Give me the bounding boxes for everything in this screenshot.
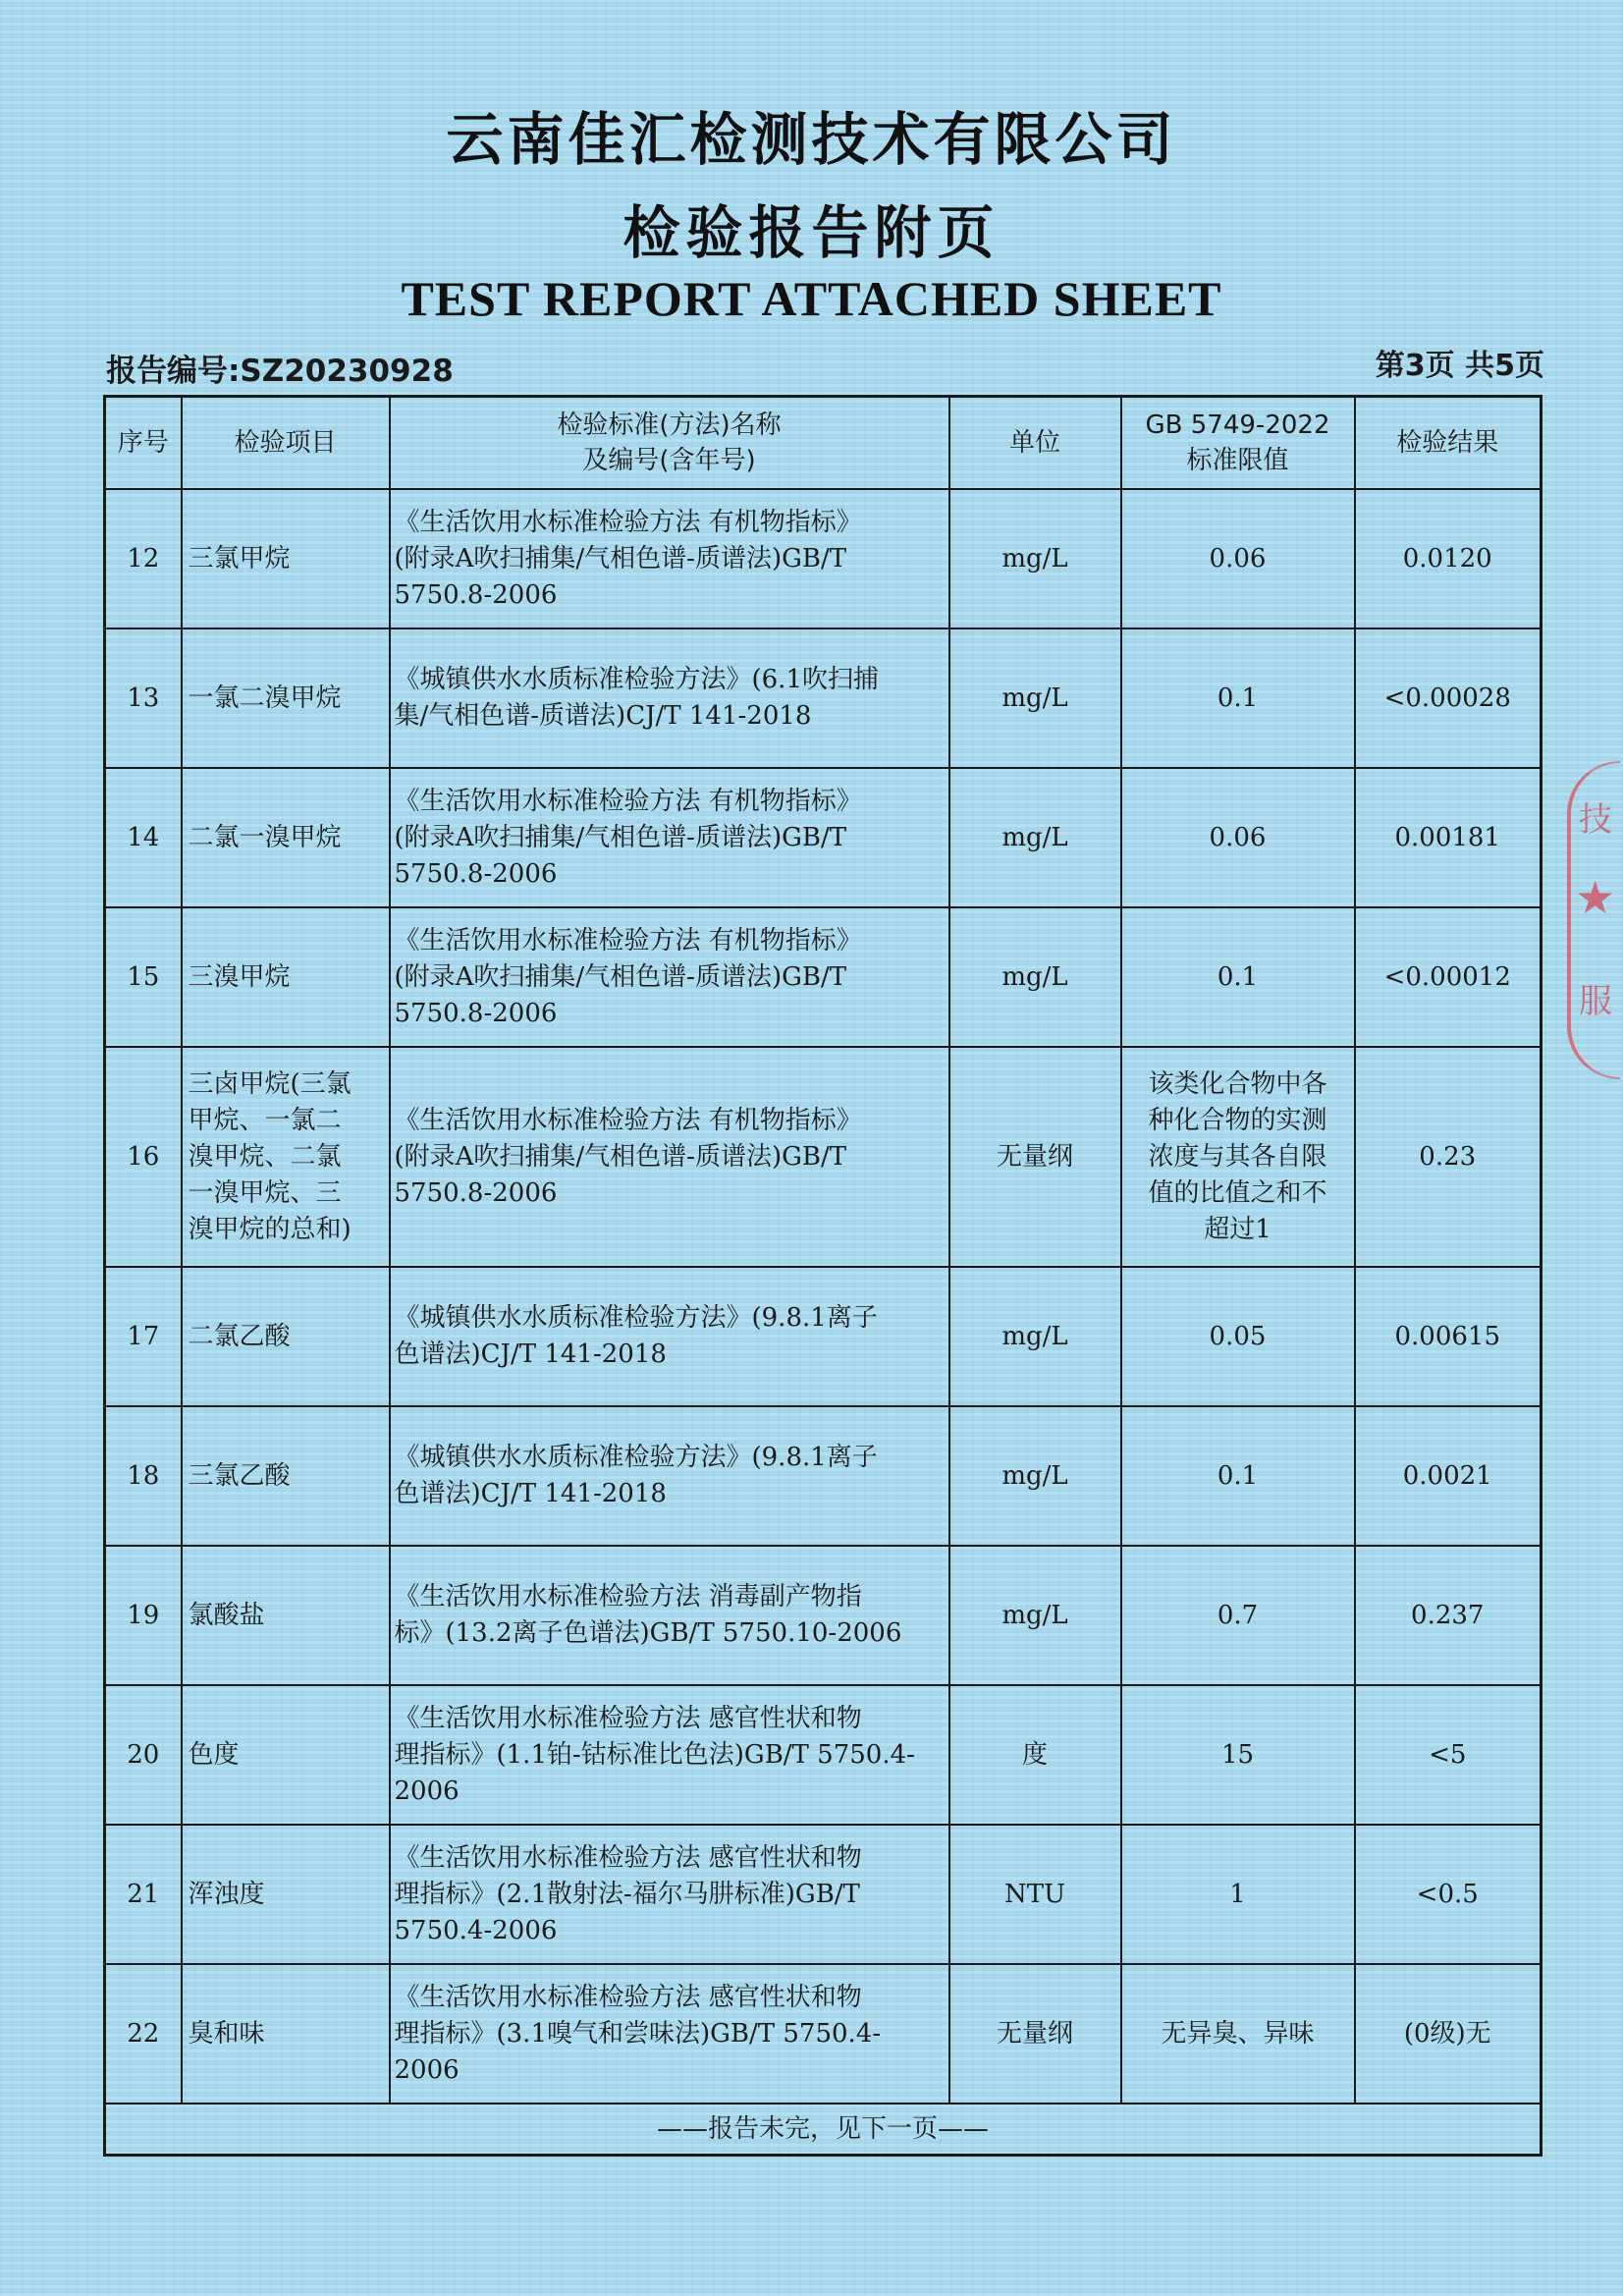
continuation-note: ——报告未完，见下一页—— — [105, 2104, 1542, 2156]
test-method — [390, 629, 949, 768]
test-result: <0.00012 — [1355, 907, 1542, 1047]
standard-limit-line: 15 — [1220, 1739, 1255, 1770]
table-row — [105, 1267, 1542, 1406]
header-label: GB 5749-2022 — [1145, 410, 1330, 440]
header-seq — [105, 397, 182, 490]
row-number: 14 — [105, 768, 182, 907]
test-item-line: 浑浊度 — [188, 1879, 265, 1909]
standard-limit — [1121, 1685, 1355, 1825]
table-row — [105, 1406, 1542, 1546]
test-item-line: 三卤甲烷(三氯 — [188, 1068, 352, 1099]
test-method-line: (附录A吹扫捕集/气相色谱-质谱法)GB/T — [394, 1141, 847, 1172]
standard-limit — [1121, 1406, 1355, 1546]
test-result: (0级)无 — [1355, 1964, 1542, 2104]
table-row — [105, 1047, 1542, 1267]
seal-char: 技 — [1579, 800, 1612, 840]
test-result: <0.5 — [1355, 1825, 1542, 1964]
test-result: 0.00615 — [1355, 1267, 1542, 1406]
test-method-line: 理指标》(1.1铂-钴标准比色法)GB/T 5750.4- — [394, 1739, 915, 1770]
header-label: 及编号(含年号) — [582, 446, 756, 475]
test-item-line: 一氯二溴甲烷 — [188, 683, 342, 713]
test-method-line: 《生活饮用水标准检验方法 感官性状和物 — [394, 1982, 862, 2012]
row-number: 21 — [105, 1825, 182, 1964]
standard-limit — [1121, 1964, 1355, 2104]
sheet-title: 检验报告附页 — [622, 199, 1001, 266]
test-result: <0.00028 — [1355, 629, 1542, 768]
test-method-line: 2006 — [394, 2054, 460, 2085]
table-row — [105, 1685, 1542, 1825]
table-row — [105, 489, 1542, 629]
unit: 无量纲 — [949, 1964, 1121, 2104]
test-method-line: 5750.8-2006 — [394, 998, 558, 1028]
test-method — [390, 1406, 949, 1546]
test-item — [182, 629, 390, 768]
test-item-line: 色度 — [188, 1739, 240, 1770]
test-method — [390, 1685, 949, 1825]
unit: NTU — [949, 1825, 1121, 1964]
test-result: 0.0120 — [1355, 489, 1542, 629]
table-row — [105, 629, 1542, 768]
test-results-table — [103, 395, 1542, 2157]
header-result — [1355, 397, 1542, 490]
report-number: 报告编号:SZ20230928 — [106, 354, 454, 389]
table-body — [105, 489, 1542, 2104]
test-method-line: (附录A吹扫捕集/气相色谱-质谱法)GB/T — [394, 822, 847, 852]
test-result: 0.00181 — [1355, 768, 1542, 907]
seal-star-icon: ★ — [1575, 871, 1616, 924]
table-header-row — [105, 397, 1542, 490]
test-item-line: 三氯甲烷 — [188, 543, 291, 574]
standard-limit-line: 0.05 — [1209, 1321, 1267, 1351]
test-item — [182, 489, 390, 629]
test-item — [182, 1964, 390, 2104]
standard-limit — [1121, 768, 1355, 907]
test-item — [182, 1406, 390, 1546]
row-number: 20 — [105, 1685, 182, 1825]
header-limit — [1121, 397, 1355, 490]
test-result: <5 — [1355, 1685, 1542, 1825]
red-seal-stamp — [1567, 761, 1620, 1079]
test-item-line: 甲烷、一氯二 — [188, 1105, 342, 1135]
test-method-line: (附录A吹扫捕集/气相色谱-质谱法)GB/T — [394, 543, 847, 574]
test-item-line: 三氯乙酸 — [188, 1460, 291, 1491]
table-row — [105, 907, 1542, 1047]
header-label: 单位 — [1008, 428, 1060, 458]
test-method — [390, 907, 949, 1047]
header-method — [390, 397, 949, 490]
seal-char: 服 — [1579, 982, 1612, 1021]
standard-limit-line: 0.1 — [1217, 961, 1259, 992]
standard-limit-line: 种化合物的实测 — [1148, 1105, 1327, 1135]
test-item — [182, 1685, 390, 1825]
header-label: 标准限值 — [1186, 446, 1289, 475]
standard-limit-line: 0.1 — [1217, 683, 1259, 713]
test-item-line: 二氯乙酸 — [188, 1321, 291, 1351]
unit: mg/L — [949, 1546, 1121, 1685]
standard-limit-line: 值的比值之和不 — [1148, 1177, 1327, 1208]
unit: mg/L — [949, 1267, 1121, 1406]
test-method-line: 5750.8-2006 — [394, 858, 558, 889]
unit: mg/L — [949, 907, 1121, 1047]
test-item — [182, 1267, 390, 1406]
test-method-line: 《生活饮用水标准检验方法 有机物指标》 — [394, 1105, 862, 1135]
test-method — [390, 1047, 949, 1267]
test-method-line: 色谱法)CJ/T 141-2018 — [394, 1339, 667, 1369]
standard-limit-line: 无异臭、异味 — [1161, 2018, 1315, 2049]
test-method-line: 《城镇供水水质标准检验方法》(9.8.1离子 — [394, 1303, 878, 1333]
row-number: 18 — [105, 1406, 182, 1546]
test-method-line: 集/气相色谱-质谱法)CJ/T 141-2018 — [394, 701, 812, 731]
test-method-line: (附录A吹扫捕集/气相色谱-质谱法)GB/T — [394, 961, 847, 992]
test-result: 0.237 — [1355, 1546, 1542, 1685]
table-row — [105, 1546, 1542, 1685]
test-method-line: 《生活饮用水标准检验方法 感官性状和物 — [394, 1842, 862, 1873]
row-number: 12 — [105, 489, 182, 629]
unit: mg/L — [949, 1406, 1121, 1546]
header-label: 检验项目 — [234, 428, 337, 458]
test-method-line: 《生活饮用水标准检验方法 有机物指标》 — [394, 925, 862, 956]
row-number: 13 — [105, 629, 182, 768]
test-method-line: 《生活饮用水标准检验方法 有机物指标》 — [394, 786, 862, 816]
standard-limit-line: 浓度与其各自限 — [1148, 1141, 1327, 1172]
standard-limit — [1121, 1047, 1355, 1267]
standard-limit-line: 0.06 — [1209, 543, 1267, 574]
test-method-line: 5750.4-2006 — [394, 1915, 558, 1945]
test-result: 0.0021 — [1355, 1406, 1542, 1546]
test-item-line: 臭和味 — [188, 2018, 265, 2049]
test-item-line: 溴甲烷、二氯 — [188, 1141, 342, 1172]
test-method — [390, 1546, 949, 1685]
company-name: 云南佳汇检测技术有限公司 — [446, 106, 1177, 173]
test-item — [182, 907, 390, 1047]
test-item — [182, 1825, 390, 1964]
test-item-line: 一溴甲烷、三 — [188, 1177, 342, 1208]
row-number: 22 — [105, 1964, 182, 2104]
row-number: 17 — [105, 1267, 182, 1406]
standard-limit-line: 该类化合物中各 — [1148, 1068, 1327, 1099]
row-number: 19 — [105, 1546, 182, 1685]
test-method — [390, 768, 949, 907]
standard-limit — [1121, 629, 1355, 768]
row-number: 16 — [105, 1047, 182, 1267]
header-label: 检验结果 — [1396, 428, 1499, 458]
test-method — [390, 1825, 949, 1964]
table-footer-row — [105, 2104, 1542, 2156]
test-method-line: 《生活饮用水标准检验方法 消毒副产物指 — [394, 1582, 862, 1612]
standard-limit — [1121, 489, 1355, 629]
test-method-line: 《城镇供水水质标准检验方法》(9.8.1离子 — [394, 1443, 878, 1472]
standard-limit — [1121, 907, 1355, 1047]
test-item-line: 二氯一溴甲烷 — [188, 822, 342, 852]
table-row — [105, 1825, 1542, 1964]
test-method — [390, 1267, 949, 1406]
sheet-title-en: TEST REPORT ATTACHED SHEET — [401, 271, 1222, 326]
standard-limit — [1121, 1546, 1355, 1685]
test-item — [182, 1546, 390, 1685]
test-item-line: 三溴甲烷 — [188, 961, 291, 992]
header-item — [182, 397, 390, 490]
test-item-line: 溴甲烷的总和) — [188, 1214, 352, 1244]
standard-limit-line: 超过1 — [1204, 1214, 1271, 1244]
test-method-line: 理指标》(3.1嗅气和尝味法)GB/T 5750.4- — [394, 2018, 882, 2049]
page-indicator: 第3页 共5页 — [1375, 349, 1544, 383]
table-row — [105, 1964, 1542, 2104]
header-label: 序号 — [117, 428, 169, 458]
test-item-line: 氯酸盐 — [188, 1600, 265, 1630]
unit: mg/L — [949, 629, 1121, 768]
unit: 无量纲 — [949, 1047, 1121, 1267]
table-row — [105, 768, 1542, 907]
standard-limit-line: 0.1 — [1217, 1460, 1259, 1491]
unit: 度 — [949, 1685, 1121, 1825]
header-label: 检验标准(方法)名称 — [557, 410, 782, 440]
test-method-line: 《生活饮用水标准检验方法 有机物指标》 — [394, 507, 862, 537]
test-item — [182, 1047, 390, 1267]
test-method-line: 色谱法)CJ/T 141-2018 — [394, 1479, 667, 1508]
test-method-line: 2006 — [394, 1776, 460, 1806]
test-result: 0.23 — [1355, 1047, 1542, 1267]
test-method-line: 理指标》(2.1散射法-福尔马肼标准)GB/T — [394, 1879, 860, 1909]
header-unit — [949, 397, 1121, 490]
standard-limit — [1121, 1825, 1355, 1964]
unit: mg/L — [949, 768, 1121, 907]
test-method — [390, 1964, 949, 2104]
test-item — [182, 768, 390, 907]
standard-limit — [1121, 1267, 1355, 1406]
test-method-line: 标》(13.2离子色谱法)GB/T 5750.10-2006 — [394, 1618, 902, 1648]
standard-limit-line: 0.7 — [1217, 1600, 1259, 1630]
row-number: 15 — [105, 907, 182, 1047]
unit: mg/L — [949, 489, 1121, 629]
test-method-line: 5750.8-2006 — [394, 1177, 558, 1208]
test-method-line: 《生活饮用水标准检验方法 感官性状和物 — [394, 1703, 862, 1733]
standard-limit-line: 0.06 — [1209, 822, 1267, 852]
test-method-line: 5750.8-2006 — [394, 579, 558, 610]
test-method — [390, 489, 949, 629]
test-method-line: 《城镇供水水质标准检验方法》(6.1吹扫捕 — [394, 665, 879, 694]
standard-limit-line: 1 — [1229, 1879, 1246, 1909]
